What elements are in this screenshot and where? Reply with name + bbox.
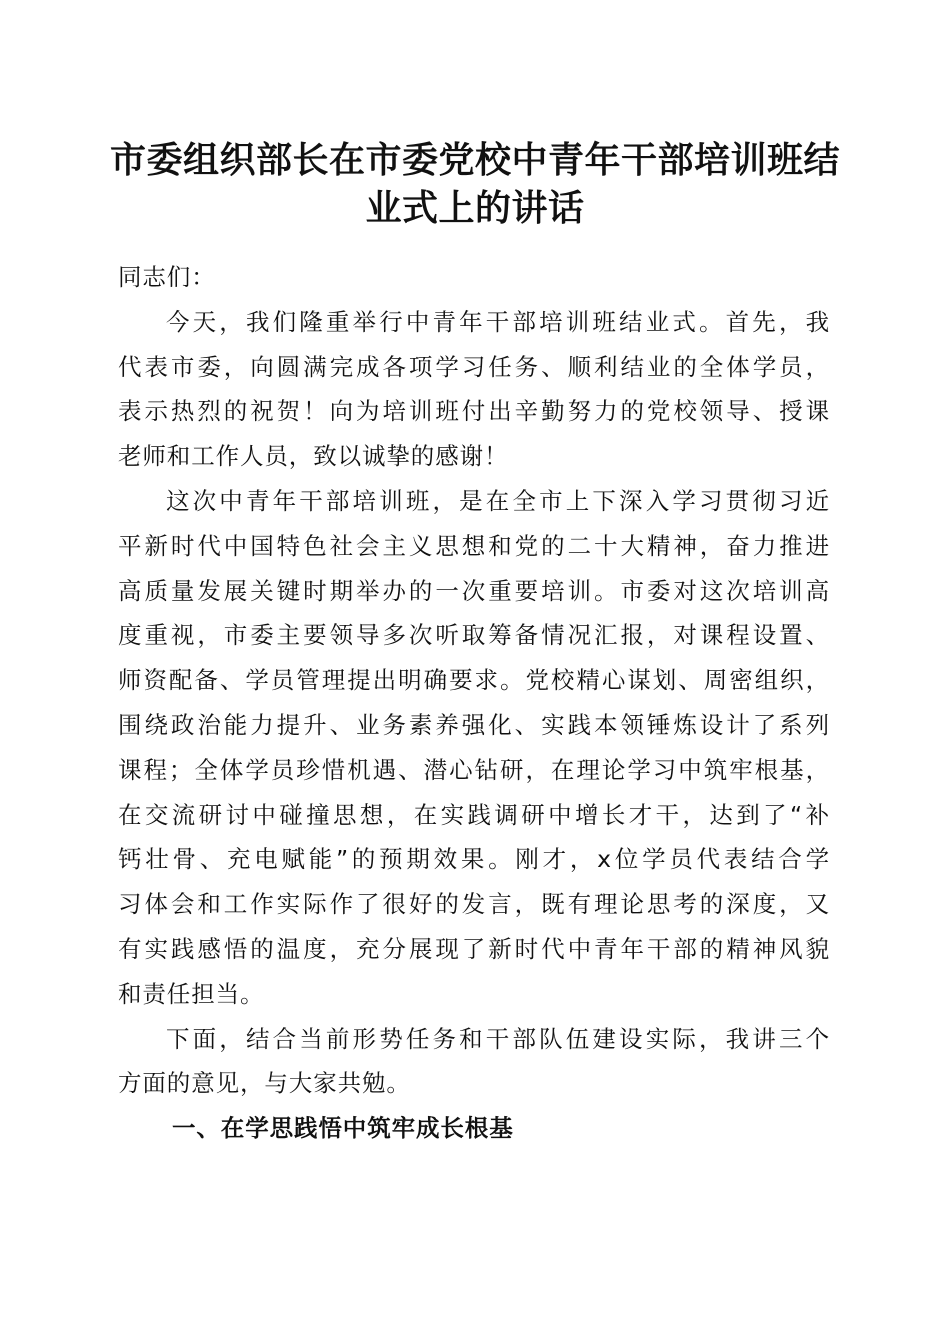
paragraph-line: 下面，结合当前形势任务和干部队伍建设实际，我讲三个 xyxy=(166,1024,830,1053)
paragraph-line: 习体会和工作实际作了很好的发言，既有理论思考的深度，又 xyxy=(118,890,830,919)
paragraph-line: 代表市委，向圆满完成各项学习任务、顺利结业的全体学员， xyxy=(118,352,830,381)
paragraph-line: 围绕政治能力提升、业务素养强化、实践本领锤炼设计了系列 xyxy=(118,710,830,739)
section-heading-text: 一、在学思践悟中筑牢成长根基 xyxy=(172,1114,514,1143)
paragraph-line: 今天，我们隆重举行中青年干部培训班结业式。首先，我 xyxy=(166,307,830,336)
document-title xyxy=(100,136,850,232)
paragraph-training xyxy=(118,479,830,1017)
paragraph-line: 高质量发展关键时期举办的一次重要培训。市委对这次培训高 xyxy=(118,576,830,605)
paragraph-line: 老师和工作人员，致以诚挚的感谢！ xyxy=(118,442,509,471)
paragraph-outline xyxy=(118,1017,830,1107)
paragraph-line: 钙壮骨、充电赋能”的预期效果。刚才，x位学员代表结合学 xyxy=(118,845,830,874)
paragraph-line: 有实践感悟的温度，充分展现了新时代中青年干部的精神风貌 xyxy=(118,934,830,963)
section-heading xyxy=(118,1106,830,1151)
paragraph-line: 表示热烈的祝贺！向为培训班付出辛勤努力的党校领导、授课 xyxy=(118,397,830,426)
paragraph-line: 度重视，市委主要领导多次听取筹备情况汇报，对课程设置、 xyxy=(118,621,830,650)
title-line: 市委组织部长在市委党校中青年干部培训班结 xyxy=(109,139,840,181)
paragraph-line: 在交流研讨中碰撞思想，在实践调研中增长才干，达到了“补 xyxy=(118,800,830,829)
paragraph-line: 和责任担当。 xyxy=(118,979,265,1008)
paragraph-line: 师资配备、学员管理提出明确要求。党校精心谋划、周密组织， xyxy=(118,666,830,695)
title-line: 业式上的讲话 xyxy=(365,187,585,229)
salutation xyxy=(118,255,830,300)
paragraph-opening xyxy=(118,300,830,479)
paragraph-line: 方面的意见，与大家共勉。 xyxy=(118,1069,411,1098)
document-body xyxy=(118,255,830,1151)
paragraph-line: 这次中青年干部培训班，是在全市上下深入学习贯彻习近 xyxy=(166,486,830,515)
salutation-text: 同志们： xyxy=(118,263,216,291)
paragraph-line: 平新时代中国特色社会主义思想和党的二十大精神，奋力推进 xyxy=(118,531,830,560)
paragraph-line: 课程；全体学员珍惜机遇、潜心钻研，在理论学习中筑牢根基， xyxy=(118,755,830,784)
